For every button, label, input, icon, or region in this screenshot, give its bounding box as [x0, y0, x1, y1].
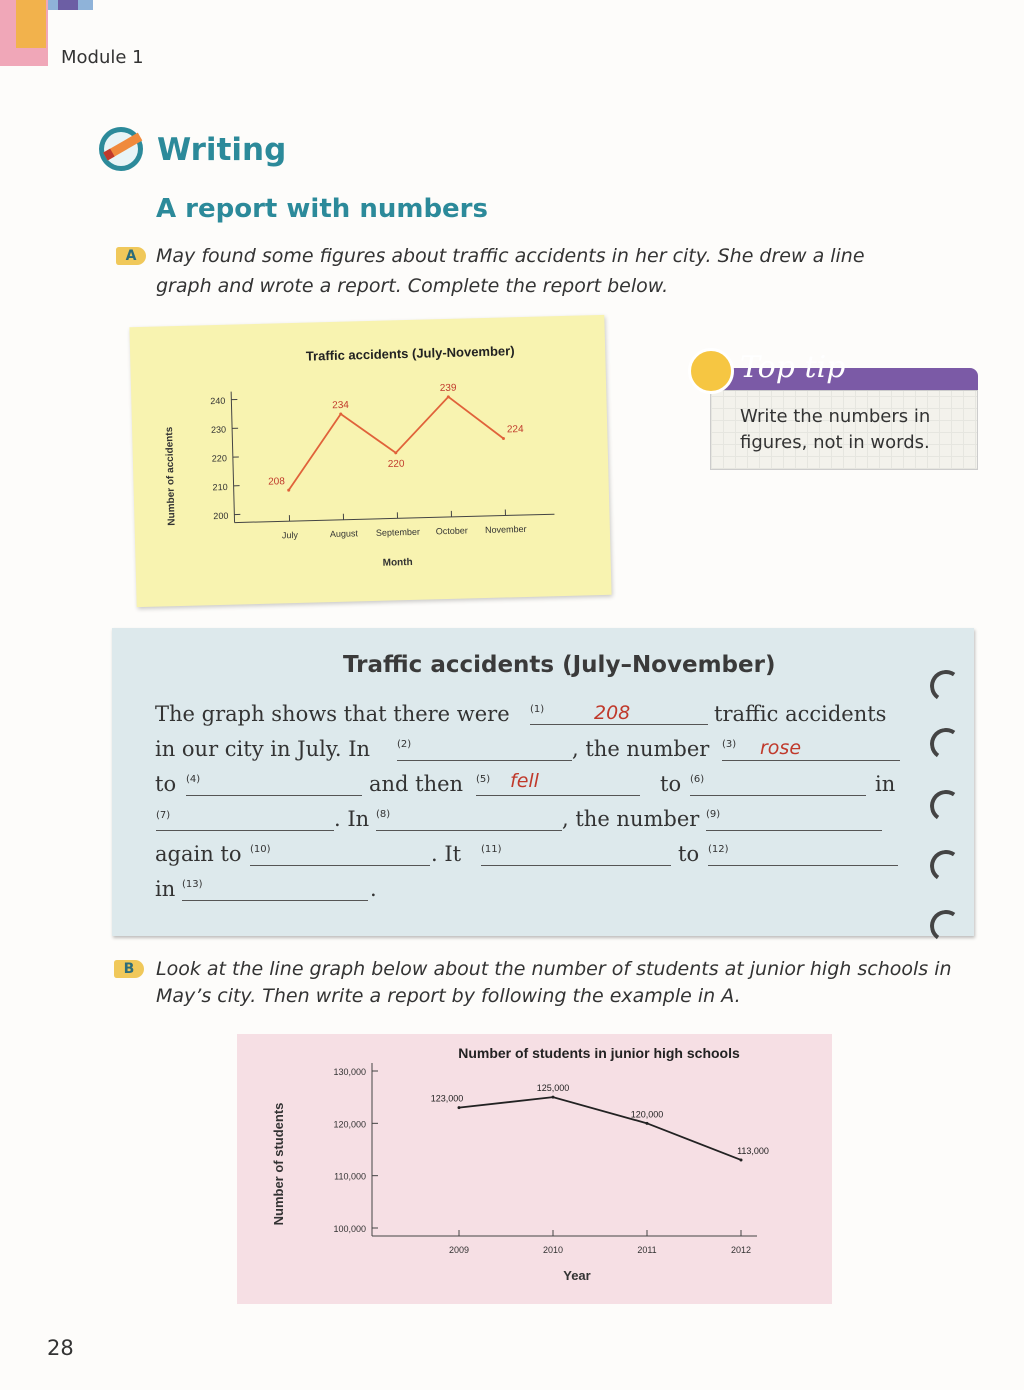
blank-number: (6): [690, 774, 705, 785]
blank-number: (12): [708, 844, 729, 855]
data-point: [552, 1096, 555, 1099]
report-text: , the number: [572, 737, 710, 761]
report-text: . In: [334, 807, 370, 831]
blank-number: (9): [706, 809, 721, 820]
y-tick-label: 230: [210, 424, 227, 435]
report-text: to: [678, 842, 700, 866]
answer-blank[interactable]: [722, 760, 900, 761]
x-tick-label: August: [329, 528, 359, 540]
task-a-instruction-line: graph and wrote a report. Complete the report below.: [156, 275, 669, 297]
top-tip: [688, 348, 983, 470]
blank-number: (13): [182, 879, 203, 890]
blank-number: (1): [530, 704, 545, 715]
data-label: 113,000: [737, 1145, 769, 1156]
answer-blank[interactable]: [708, 865, 898, 866]
traffic-accidents-chart: [129, 315, 611, 607]
top-tip-title: Top tip: [740, 350, 846, 385]
x-tick-label: 2010: [542, 1245, 564, 1255]
blank-number: (3): [722, 739, 737, 750]
answer-blank[interactable]: [481, 865, 671, 866]
report-text: to: [660, 772, 682, 796]
corner-decoration: [16, 0, 46, 48]
report-text: , the number: [562, 807, 700, 831]
answer-blank[interactable]: [376, 830, 562, 831]
y-axis-label: Number of accidents: [164, 426, 178, 526]
data-label: 239: [439, 382, 457, 395]
y-axis-label: Number of students: [271, 1102, 286, 1226]
corner-decoration: [58, 0, 78, 10]
data-point: [646, 1122, 649, 1125]
answer-blank[interactable]: [530, 724, 708, 725]
blank-number: (8): [376, 809, 391, 820]
task-a-badge: A: [116, 247, 146, 265]
data-label: 220: [387, 458, 405, 471]
y-tick-label: 240: [210, 395, 226, 407]
report-text: to: [155, 772, 177, 796]
series-line: [459, 1097, 741, 1160]
top-tip-text: [740, 404, 930, 456]
section-subtitle: A report with numbers: [156, 194, 488, 224]
report-text: in our city in July. In: [155, 737, 371, 761]
report-text: The graph shows that there were: [155, 702, 510, 726]
page-number: 28: [47, 1336, 74, 1360]
answer-blank[interactable]: [182, 900, 368, 901]
answer-blank[interactable]: [706, 830, 882, 831]
task-b-badge: B: [114, 960, 144, 978]
x-tick-label: 2011: [637, 1245, 657, 1255]
answer-blank[interactable]: [690, 795, 866, 796]
y-tick-label: 120,000: [333, 1119, 366, 1130]
top-tip-line: figures, not in words.: [740, 432, 930, 453]
blank-number: (5): [476, 774, 491, 785]
chart-title: Number of students in junior high schools: [458, 1045, 740, 1061]
y-tick-label: 130,000: [333, 1067, 366, 1077]
data-point: [740, 1158, 743, 1161]
section-title: Writing: [157, 132, 287, 168]
report-text: in: [155, 877, 176, 901]
y-tick-label: 100,000: [333, 1224, 366, 1234]
report-text: .: [370, 877, 377, 901]
y-tick-label: 110,000: [334, 1171, 366, 1182]
report-text: in: [875, 772, 896, 796]
answer-text: rose: [760, 737, 802, 759]
pencil-icon: [95, 122, 149, 172]
report-text: and then: [369, 772, 464, 796]
report-title: Traffic accidents (July–November): [343, 652, 776, 678]
answer-blank[interactable]: [250, 865, 430, 866]
x-tick-label: September: [375, 526, 421, 538]
x-axis: [235, 514, 555, 522]
blank-number: (4): [186, 774, 201, 785]
data-label: 224: [506, 423, 524, 436]
x-tick-label: November: [484, 523, 527, 536]
x-axis-label: Year: [563, 1268, 591, 1283]
y-tick-label: 200: [213, 510, 229, 522]
module-label: Module 1: [61, 47, 144, 68]
answer-blank[interactable]: [397, 760, 572, 761]
y-tick-label: 220: [211, 453, 228, 464]
chart-title: Traffic accidents (July-November): [305, 343, 515, 364]
report-text: again to: [155, 842, 242, 866]
blank-number: (11): [481, 844, 502, 855]
x-tick-label: July: [281, 529, 299, 541]
data-label: 125,000: [536, 1083, 570, 1094]
lightbulb-icon: [688, 348, 734, 394]
task-a-instruction-line: May found some figures about traffic accidents in her city. She drew a line: [156, 245, 865, 267]
report-text: traffic accidents: [714, 702, 887, 726]
data-label: 234: [332, 399, 350, 412]
data-label: 123,000: [430, 1093, 464, 1104]
data-point: [458, 1106, 461, 1109]
blank-number: (7): [156, 810, 171, 821]
task-b-instruction-line: May’s city. Then write a report by following the example in A.: [156, 985, 741, 1007]
students-chart: [237, 1034, 832, 1314]
series-line: [286, 395, 504, 490]
answer-blank[interactable]: [186, 795, 362, 796]
blank-number: (10): [250, 844, 271, 855]
answer-text: 208: [594, 702, 631, 724]
answer-text: fell: [510, 770, 539, 792]
task-b-instruction-line: Look at the line graph below about the number of students at junior high schools in: [156, 958, 952, 980]
answer-blank[interactable]: [476, 795, 640, 796]
x-tick-label: October: [435, 525, 468, 537]
x-tick-label: 2009: [448, 1245, 470, 1255]
data-label: 120,000: [630, 1109, 664, 1120]
x-tick-label: 2012: [730, 1245, 752, 1255]
top-tip-line: Write the numbers in: [740, 406, 931, 427]
x-axis-label: Month: [382, 556, 413, 569]
report-text: . It: [431, 842, 462, 866]
data-label: 208: [268, 476, 286, 488]
answer-blank[interactable]: [156, 830, 334, 831]
blank-number: (2): [397, 739, 412, 750]
y-tick-label: 210: [212, 482, 228, 493]
